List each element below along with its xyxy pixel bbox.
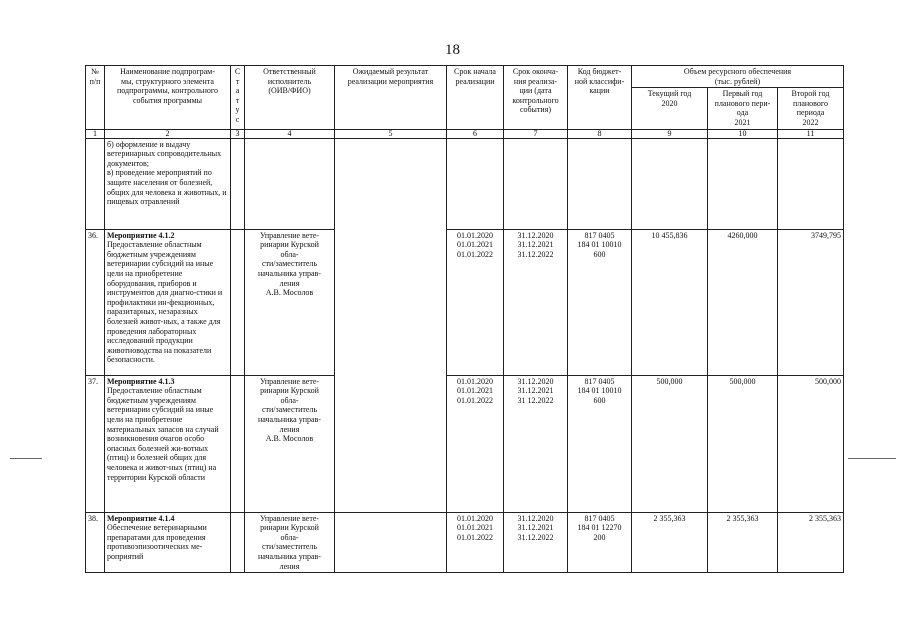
cell-end — [504, 138, 568, 229]
header-year-2021: Первый год планового пери- ода 2021 — [708, 88, 778, 129]
cell-code: 817 0405 184 01 10010 600 — [568, 229, 632, 375]
table-row-continuation — [86, 138, 844, 229]
cell-2020 — [632, 138, 708, 229]
cell-status — [231, 375, 245, 512]
column-number: 4 — [245, 129, 335, 138]
cell-end: 31.12.2020 31.12.2021 31 12.2022 — [504, 375, 568, 512]
cell-expected-result — [335, 138, 447, 512]
cell-start: 01.01.2020 01.01.2021 01.01.2022 — [447, 512, 504, 573]
cell-number: 36. — [86, 229, 105, 375]
column-number: 11 — [778, 129, 844, 138]
cell-2020: 10 455,836 — [632, 229, 708, 375]
measure-text: Обеспечение ветеринарными препаратами для проведения противоэпизоотических ме-роприятий — [107, 523, 207, 561]
header-year-2022: Второй год планового периода 2022 — [778, 88, 844, 129]
measure-text: Предоставление областным бюджетным учреждениям ветеринарии субсидий на иные цели на приобретение оборудования, приборов и инструментов для диагно-стики и профилактики ин-фекционных, паразитарных, незаразных болезней живот-ных, а также для проведения лабораторных исследований продукции животноводства на показатели безопасности. — [107, 240, 223, 365]
cell-measure — [105, 375, 231, 512]
table-row — [86, 512, 844, 573]
column-number: 2 — [105, 129, 231, 138]
cell-start: 01.01.2020 01.01.2021 01.01.2022 — [447, 229, 504, 375]
column-number-row — [86, 129, 844, 138]
cell-executor — [245, 138, 335, 229]
header-budget-code: Код бюджет- ной классифи- кации — [568, 66, 632, 130]
header-status: С т а т у с — [231, 66, 245, 130]
cell-measure — [105, 512, 231, 573]
column-number: 6 — [447, 129, 504, 138]
cell-continuation-text: б) оформление и выдачу ветеринарных сопроводительных документов; в) проведение мероприятий по защите населения от болезней, общих для человека и животных, и пищевых отравлений — [105, 138, 231, 229]
table-row — [86, 375, 844, 512]
cell-status — [231, 512, 245, 573]
cell-2022: 500,000 — [778, 375, 844, 512]
header-end-date: Срок оконча- ния реализа- ции (дата контрольного события) — [504, 66, 568, 130]
cell-2020: 500,000 — [632, 375, 708, 512]
cell-2022: 3749,795 — [778, 229, 844, 375]
scan-artifact-left — [10, 458, 42, 459]
measure-title: Мероприятие 4.1.4 — [107, 513, 175, 523]
cell-number: 38. — [86, 512, 105, 573]
cell-code: 817 0405 184 01 12270 200 — [568, 512, 632, 573]
column-number: 3 — [231, 129, 245, 138]
header-year-2020: Текущий год 2020 — [632, 88, 708, 129]
cell-2021: 4260,000 — [708, 229, 778, 375]
header-start-date: Срок начала реализации — [447, 66, 504, 130]
cell-number: 37. — [86, 375, 105, 512]
cell-executor: Управление вете- ринарии Курской обла- сти/заместитель начальника управ- ления — [245, 512, 335, 573]
cell-2021: 2 355,363 — [708, 512, 778, 573]
header-executor: Ответственный исполнитель (ОИВ/ФИО) — [245, 66, 335, 130]
cell-start: 01.01.2020 01.01.2021 01.01.2022 — [447, 375, 504, 512]
cell-executor: Управление вете- ринарии Курской обла- сти/заместитель начальника управ- ления А.В. Мосолов — [245, 229, 335, 375]
cell-number — [86, 138, 105, 229]
cell-code: 817 0405 184 01 10010 600 — [568, 375, 632, 512]
program-table — [85, 65, 844, 573]
header-name: Наименование подпрограм- мы, структурного элемента подпрограммы, контрольного события программы — [105, 66, 231, 130]
cell-status — [231, 138, 245, 229]
header-row — [86, 66, 844, 88]
header-funding: Объем ресурсного обеспечения (тыс. рублей) — [632, 66, 844, 88]
measure-text: Предоставление областным бюджетным учреждениям ветеринарии субсидий на иные цели на приобретение материальных запасов на случай возникновения очагов особо опасных болезней жи-вотных (птиц) и болезней общих для человека и живот-ных (птиц) на территории Курской области — [107, 386, 219, 482]
cell-end: 31.12.2020 31.12.2021 31.12.2022 — [504, 229, 568, 375]
page-number: 18 — [445, 42, 460, 58]
cell-end: 31.12.2020 31.12.2021 31.12.2022 — [504, 512, 568, 573]
table-row — [86, 229, 844, 375]
column-number: 10 — [708, 129, 778, 138]
column-number: 1 — [86, 129, 105, 138]
cell-2021 — [708, 138, 778, 229]
cell-2022 — [778, 138, 844, 229]
measure-title: Мероприятие 4.1.3 — [107, 376, 175, 386]
header-expected-result: Ожидаемый результат реализации мероприятия — [335, 66, 447, 130]
header-number: № п/п — [86, 66, 105, 130]
column-number: 5 — [335, 129, 447, 138]
cell-executor: Управление вете- ринарии Курской обла- сти/заместитель начальника управ- ления А.В. Мосолов — [245, 375, 335, 512]
cell-2020: 2 355,363 — [632, 512, 708, 573]
cell-2022: 2 355,363 — [778, 512, 844, 573]
column-number: 7 — [504, 129, 568, 138]
measure-title: Мероприятие 4.1.2 — [107, 230, 175, 240]
cell-expected-result — [335, 512, 447, 573]
scan-artifact-right — [848, 458, 896, 459]
cell-2021: 500,000 — [708, 375, 778, 512]
column-number: 8 — [568, 129, 632, 138]
cell-code — [568, 138, 632, 229]
cell-start — [447, 138, 504, 229]
cell-measure — [105, 229, 231, 375]
column-number: 9 — [632, 129, 708, 138]
cell-status — [231, 229, 245, 375]
